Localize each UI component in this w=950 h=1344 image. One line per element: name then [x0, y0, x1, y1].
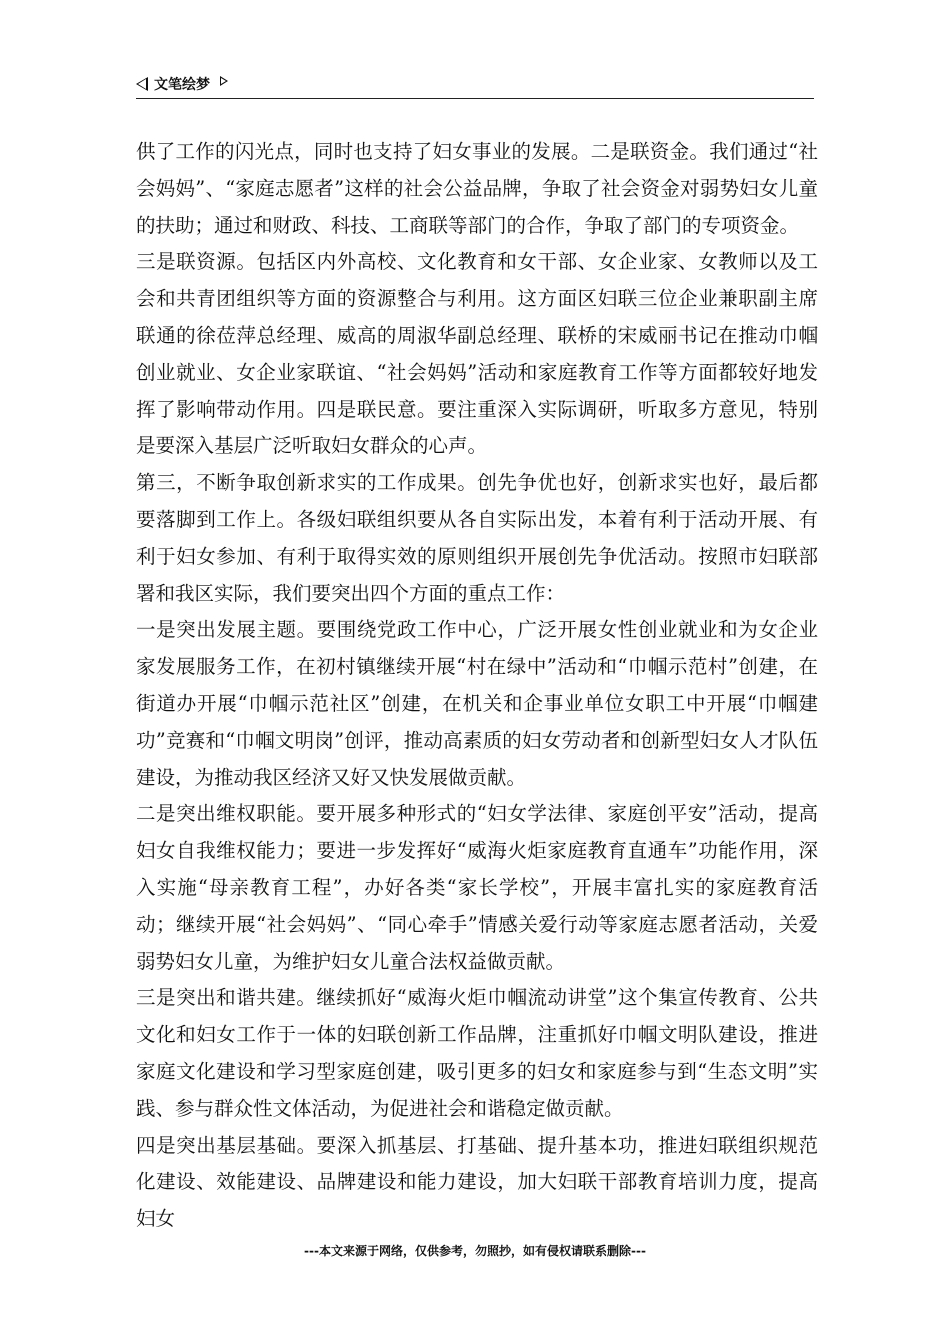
paragraph: 二是突出维权职能。要开展多种形式的“妇女学法律、家庭创平安”活动，提高妇女自我维权能力；要进一步发挥好“威海火炬家庭教育直通车”功能作用，深入实施“母亲教育工程”，办好各类“家长学校”，开展丰富扎实的家庭教育活动；继续开展“社会妈妈”、“同心牵手”情感关爱行动等家庭志愿者活动，关爱弱势妇女儿童，为维护妇女儿童合法权益做贡献。	[136, 802, 818, 973]
page-header	[136, 72, 814, 99]
header-brand	[136, 74, 228, 94]
header-title: 文笔绘梦	[154, 77, 210, 93]
document-body	[136, 134, 818, 1238]
paragraph: 三是突出和谐共建。继续抓好“威海火炬巾帼流动讲堂”这个集宣传教育、公共文化和妇女工作于一体的妇联创新工作品牌，注重抓好巾帼文明队建设，推进家庭文化建设和学习型家庭创建，吸引更多的妇女和家庭参与到“生态文明”实践、参与群众性文体活动，为促进社会和谐稳定做贡献。	[136, 986, 818, 1120]
paragraph: 供了工作的闪光点，同时也支持了妇女事业的发展。二是联资金。我们通过“社会妈妈”、“家庭志愿者”这样的社会公益品牌，争取了社会资金对弱势妇女儿童的扶助；通过和财政、科技、工商联等部门的合作，争取了部门的专项资金。	[136, 140, 818, 237]
triangle-left-icon	[136, 77, 148, 91]
paragraph: 一是突出发展主题。要围绕党政工作中心，广泛开展女性创业就业和为女企业家发展服务工作，在初村镇继续开展“村在绿中”活动和“巾帼示范村”创建，在街道办开展“巾帼示范社区”创建，在机关和企事业单位女职工中开展“巾帼建功”竞赛和“巾帼文明岗”创评，推动高素质的妇女劳动者和创新型妇女人才队伍建设，为推动我区经济又好又快发展做贡献。	[136, 618, 818, 789]
footer-notice: ---本文来源于网络，仅供参考，勿照抄，如有侵权请联系删除---	[304, 1244, 646, 1258]
paragraph: 四是突出基层基础。要深入抓基层、打基础、提升基本功，推进妇联组织规范化建设、效能建设、品牌建设和能力建设，加大妇联干部教育培训力度，提高妇女	[136, 1133, 818, 1231]
paragraph: 三是联资源。包括区内外高校、文化教育和女干部、女企业家、女教师以及工会和共青团组织等方面的资源整合与利用。这方面区妇联三位企业兼职副主席联通的徐莅萍总经理、威高的周淑华副总经理、联桥的宋威丽书记在推动巾帼创业就业、女企业家联谊、“社会妈妈”活动和家庭教育工作等方面都较好地发挥了影响带动作用。四是联民意。要注重深入实际调研，听取多方意见，特别是要深入基层广泛听取妇女群众的心声。	[136, 250, 818, 458]
paragraph: 第三，不断争取创新求实的工作成果。创先争优也好，创新求实也好，最后都要落脚到工作上。各级妇联组织要从各自实际出发，本着有利于活动开展、有利于妇女参加、有利于取得实效的原则组织开展创先争优活动。按照市妇联部署和我区实际，我们要突出四个方面的重点工作：	[136, 471, 818, 605]
triangle-right-icon	[220, 76, 228, 86]
